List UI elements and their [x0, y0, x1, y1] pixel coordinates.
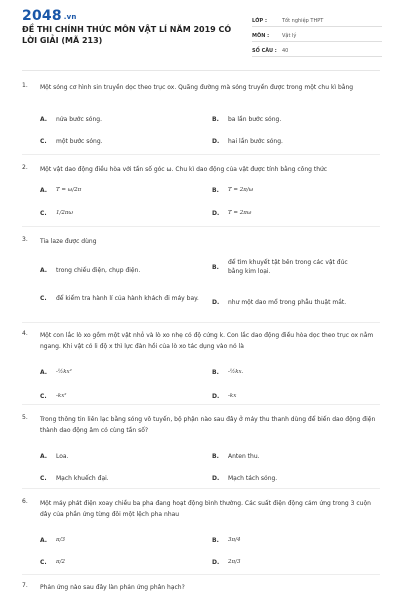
question-divider [22, 574, 380, 575]
question-number: 5. [22, 414, 28, 421]
question-text: Một con lắc lò xo gồm một vật nhỏ và lò xo nhẹ có độ cứng k. Con lắc dao động điều hòa dọc theo trục ox nằm ngang. Khi vật có li độ x thì lực đàn hồi của lò xo tác dụng vào nó là [40, 332, 374, 350]
question-6 [22, 498, 382, 572]
info-value: Tốt nghiệp THPT [282, 18, 324, 24]
question-number: 1. [22, 82, 28, 89]
info-label: SỐ CÂU : [252, 48, 277, 54]
question-4 [22, 330, 382, 406]
option-b[interactable]: B. -½kx. [212, 369, 244, 376]
question-text: Một vật dao động điều hòa với tần số góc ω. Chu kì dao động của vật được tính bằng công thức [40, 166, 328, 173]
option-a[interactable]: A. T = ω/2π [40, 187, 82, 194]
question-1 [22, 82, 382, 144]
question-text: Tia laze được dùng [40, 238, 97, 245]
option-c[interactable]: C. 1/2πω [40, 210, 73, 217]
option-a[interactable]: A. -½kx² [40, 369, 72, 376]
question-7 [22, 582, 382, 596]
option-d[interactable]: D. T = 2πω [212, 210, 252, 217]
question-2 [22, 164, 382, 224]
question-number: 2. [22, 164, 28, 171]
info-row-count [252, 42, 382, 57]
header-divider [22, 70, 380, 71]
option-b[interactable]: B. T = 2π/ω [212, 187, 254, 194]
question-number: 3. [22, 236, 28, 243]
info-value: 40 [282, 48, 289, 54]
question-text: Phản ứng nào sau đây làn phản ứng phân hạch? [40, 584, 185, 591]
option-a[interactable]: A. nửa bước sóng. [40, 116, 102, 123]
option-b[interactable]: B. 3π/4 [212, 537, 241, 544]
question-divider [22, 322, 380, 323]
question-text: Một máy phát điện xoay chiều ba pha đang hoạt động bình thường. Các suất điện động cảm ứng trong 3 cuộn dây của phần ứng từng đôi một lệch pha nhau [40, 500, 371, 518]
option-a[interactable]: A. Loa. [40, 453, 69, 460]
info-label: MÔN : [252, 33, 270, 39]
option-c[interactable]: C. để kiểm tra hành lí của hành khách đi máy bay. [40, 295, 199, 302]
question-number: 7. [22, 582, 28, 589]
option-c[interactable]: C. một bước sóng. [40, 138, 103, 145]
site-logo[interactable]: 2048 .vn [22, 8, 77, 24]
document-title: ĐỀ THI CHÍNH THỨC MÔN VẬT LÍ NĂM 2019 CÓ LỜI GIẢI (MÃ 213) [22, 25, 232, 45]
info-row-subject [252, 27, 382, 42]
option-a[interactable]: A. π/3 [40, 537, 65, 544]
option-b[interactable]: B. để tìm khuyết tật bên trong các vật đúc bằng kim loại. [212, 259, 348, 275]
option-d[interactable]: D. hai lần bước sóng. [212, 138, 283, 145]
question-3 [22, 236, 382, 322]
option-a[interactable]: A. trong chiếu điện, chụp điện. [40, 267, 141, 274]
question-divider [22, 404, 380, 405]
question-divider [22, 154, 380, 155]
option-d[interactable]: D. Mạch tách sóng. [212, 475, 278, 482]
page-header [0, 0, 400, 62]
question-text: Một sóng cơ hình sin truyền dọc theo trục ox. Quãng đường mà sóng truyền được trong một chu kì bằng [40, 84, 354, 91]
question-divider [22, 488, 380, 489]
option-c[interactable]: C. Mạch khuếch đại. [40, 475, 109, 482]
question-divider [22, 226, 380, 227]
info-value: Vật lý [282, 33, 297, 39]
question-number: 4. [22, 330, 28, 337]
option-b[interactable]: B. Anten thu. [212, 453, 260, 460]
option-d[interactable]: D. như một dao mổ trong phẫu thuật mắt. [212, 299, 347, 306]
option-d[interactable]: D. -kx [212, 393, 237, 400]
question-number: 6. [22, 498, 28, 505]
question-5 [22, 414, 382, 486]
info-row-class [252, 12, 382, 27]
question-text: Trong thông tin liên lạc bằng sóng vô tuyến, bộ phận nào sau đây ở máy thu thanh dùng để biến dao động điện thành dao động âm có cùng tần số? [40, 416, 376, 434]
option-b[interactable]: B. ba lần bước sóng. [212, 116, 282, 123]
option-d[interactable]: D. 2π/3 [212, 559, 241, 566]
exam-info [252, 12, 382, 57]
info-label: LỚP : [252, 18, 267, 24]
option-c[interactable]: C. -kx² [40, 393, 67, 400]
option-c[interactable]: C. π/2 [40, 559, 65, 566]
